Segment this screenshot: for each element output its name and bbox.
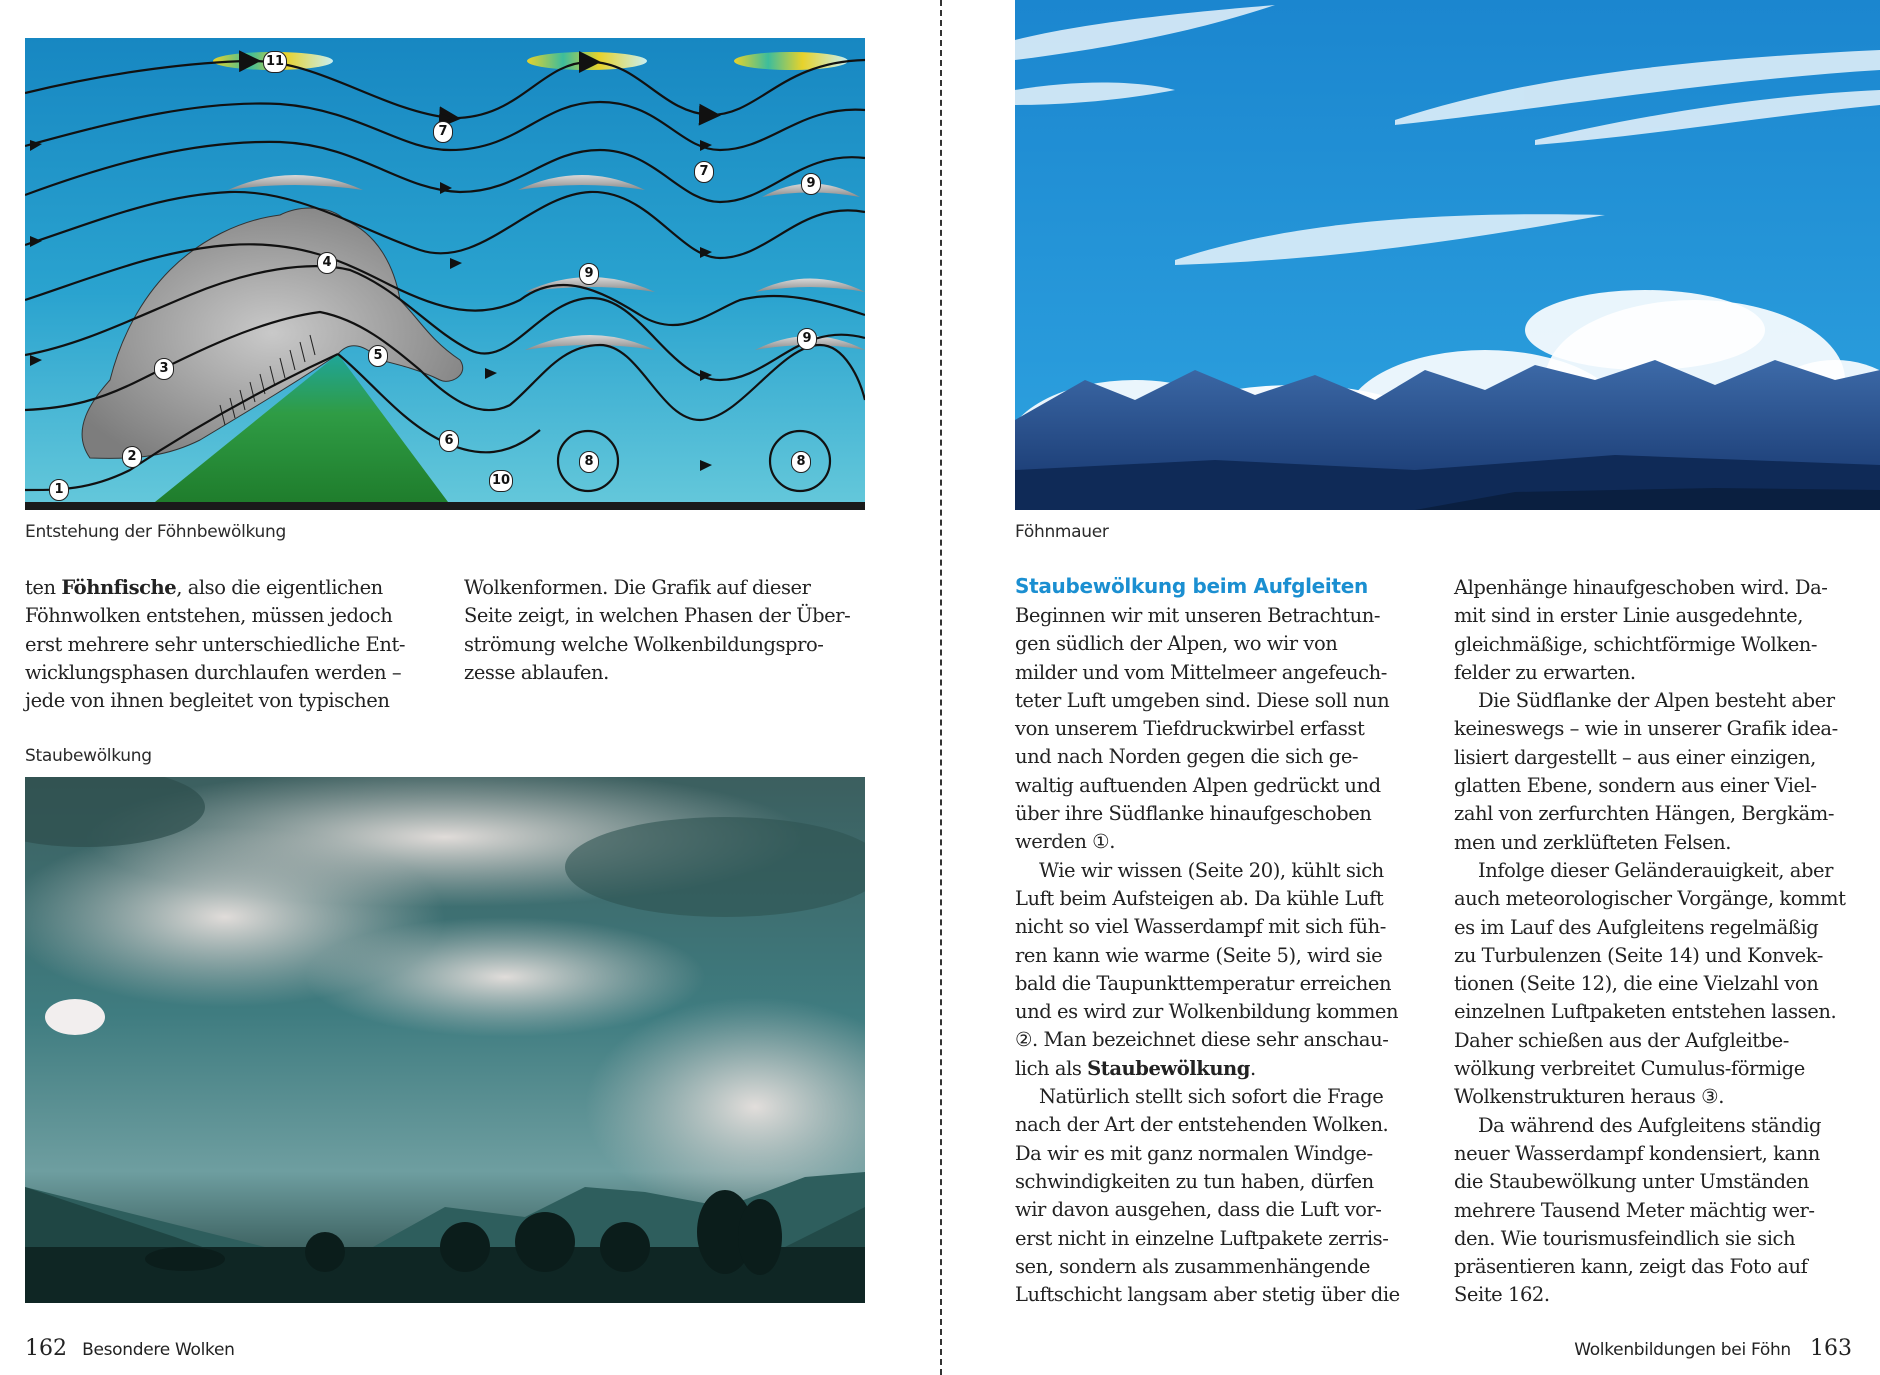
text-line: wölkung verbreitet Cumulus-förmige [1454,1057,1805,1081]
text-line: zu Turbulenzen (Seite 14) und Konvek- [1454,943,1823,967]
text-line: Daher schießen aus der Aufgleitbe- [1454,1028,1789,1052]
section-heading: Staubewölkung beim Aufgleiten [1015,574,1368,598]
text-line: felder zu erwarten. [1454,660,1636,684]
text-line: Wolkenstrukturen heraus ③. [1454,1085,1724,1109]
text-line: werden ①. [1015,830,1115,854]
section-title-right: Wolkenbildungen bei Föhn [1574,1340,1791,1360]
text-line: wicklungsphasen durchlaufen werden – [25,660,402,684]
text-line: es im Lauf des Aufgleitens regelmäßig [1454,915,1819,939]
text-line: Luft beim Aufsteigen ab. Da kühle Luft [1015,886,1384,910]
diagram-number-marker: 6 [439,430,459,452]
left-body-col2 [464,574,874,687]
text-line: nach der Art der entstehenden Wolken. [1015,1113,1389,1137]
text-line: einzelnen Luftpaketen entstehen lassen. [1454,1000,1837,1024]
storm-clouds-image [25,777,865,1303]
text-line: gleichmäßige, schichtförmige Wolken- [1454,632,1818,656]
diagram-number-marker: 1 [49,479,69,501]
diagram-number-marker: 8 [579,451,599,473]
section-title-left: Besondere Wolken [82,1340,235,1360]
text-line: keineswegs – wie in unserer Grafik idea- [1454,717,1838,741]
text-line: die Staubewölkung unter Umständen [1454,1170,1809,1194]
diagram-number-marker: 8 [791,451,811,473]
text-line: wir davon ausgehen, dass die Luft vor- [1015,1198,1382,1222]
text-line: Infolge dieser Geländerauigkeit, aber [1478,858,1833,882]
photo-caption-staubewoelkung: Staubewölkung [25,746,152,766]
text-line: jede von ihnen begleitet von typischen [25,689,390,713]
right-body-col1 [1015,602,1435,1309]
left-body-col1 [25,574,435,715]
text-line: mit sind in erster Linie ausgedehnte, [1454,604,1804,628]
page-number-left: 162 [25,1336,67,1361]
diagram-number-marker: 3 [154,358,174,380]
text-line: sen, sondern als zusammenhängende [1015,1254,1371,1278]
text-line: schwindigkeiten zu tun haben, dürfen [1015,1169,1374,1193]
text-line: zahl von zerfurchten Hängen, Bergkäm- [1454,802,1834,826]
text-line: und nach Norden gegen die sich ge- [1015,745,1359,769]
photo-caption-foehnmauer: Föhnmauer [1015,522,1109,542]
right-footer [1574,1336,1852,1361]
text-line: Luftschicht langsam aber stetig über die [1015,1283,1400,1307]
diagram-caption: Entstehung der Föhnbewölkung [25,522,286,542]
text-line: und es wird zur Wolkenbildung kommen [1015,1000,1399,1024]
text-line: von unserem Tiefdruckwirbel erfasst [1015,717,1365,741]
text-line: lich als Staubewölkung. [1015,1056,1256,1080]
text-line: Da während des Aufgleitens ständig [1478,1113,1822,1137]
diagram-number-marker: 2 [122,446,142,468]
diagram-number-marker: 9 [797,328,817,350]
text-line: zesse ablaufen. [464,660,609,684]
right-body-col2 [1454,574,1874,1310]
diagram-number-marker: 4 [317,252,337,274]
text-line: auch meteorologischer Vorgänge, kommt [1454,887,1846,911]
foehn-cloud-diagram [25,38,865,510]
text-line: erst mehrere sehr unterschiedliche Ent- [25,632,405,656]
diagram-number-marker: 7 [433,121,453,143]
text-line: Alpenhänge hinaufgeschoben wird. Da- [1454,576,1828,599]
text-line: gen südlich der Alpen, wo wir von [1015,632,1338,656]
text-line: men und zerklüfteten Felsen. [1454,830,1732,854]
diagram-number-marker: 10 [489,470,513,492]
text-line: mehrere Tausend Meter mächtig wer- [1454,1198,1815,1222]
text-line: Beginnen wir mit unseren Betrachtun- [1015,604,1380,627]
text-line: den. Wie tourismusfeindlich sie sich [1454,1226,1796,1250]
text-line: ten Föhnfische, also die eigentlichen [25,576,383,599]
page-gutter-divider [940,0,942,1375]
left-footer [25,1336,235,1361]
text-line: milder und vom Mittelmeer angefeuch- [1015,660,1387,684]
foehnmauer-photo [1015,0,1880,510]
text-line: Da wir es mit ganz normalen Windge- [1015,1141,1373,1165]
text-line: präsentieren kann, zeigt das Foto auf [1454,1255,1808,1279]
diagram-number-marker: 11 [263,51,287,73]
text-line: ②. Man bezeichnet diese sehr anschau- [1015,1028,1389,1052]
text-line: Seite 162. [1454,1283,1550,1307]
text-line: Wolkenformen. Die Grafik auf dieser [464,576,811,599]
text-line: Natürlich stellt sich sofort die Frage [1039,1085,1384,1109]
diagram-labels [25,38,865,510]
text-line: nicht so viel Wasserdampf mit sich füh- [1015,915,1386,939]
text-line: ren kann wie warme (Seite 5), wird sie [1015,943,1383,967]
text-line: waltig auftuenden Alpen gedrückt und [1015,773,1381,797]
text-line: teter Luft umgeben sind. Diese soll nun [1015,688,1390,712]
text-line: über ihre Südflanke hinaufgeschoben [1015,802,1372,826]
text-line: Die Südflanke der Alpen besteht aber [1478,689,1835,713]
text-line: Föhnwolken entstehen, müssen jedoch [25,604,393,628]
text-line: Wie wir wissen (Seite 20), kühlt sich [1039,858,1384,882]
page-number-right: 163 [1810,1336,1852,1361]
diagram-number-marker: 9 [579,263,599,285]
text-line: strömung welche Wolkenbildungspro- [464,632,824,656]
text-line: lisiert dargestellt – aus einer einzigen, [1454,745,1816,769]
text-line: glatten Ebene, sondern aus einer Viel- [1454,774,1817,798]
diagram-number-marker: 9 [801,173,821,195]
staubewoelkung-photo [25,777,865,1303]
text-line: Seite zeigt, in welchen Phasen der Über- [464,604,851,628]
foehn-wall-image [1015,0,1880,510]
diagram-number-marker: 5 [368,345,388,367]
diagram-number-marker: 7 [694,161,714,183]
text-line: tionen (Seite 12), die eine Vielzahl von [1454,972,1819,996]
text-line: bald die Taupunkttemperatur erreichen [1015,971,1392,995]
text-line: erst nicht in einzelne Luftpakete zerris- [1015,1226,1389,1250]
text-line: neuer Wasserdampf kondensiert, kann [1454,1141,1820,1165]
